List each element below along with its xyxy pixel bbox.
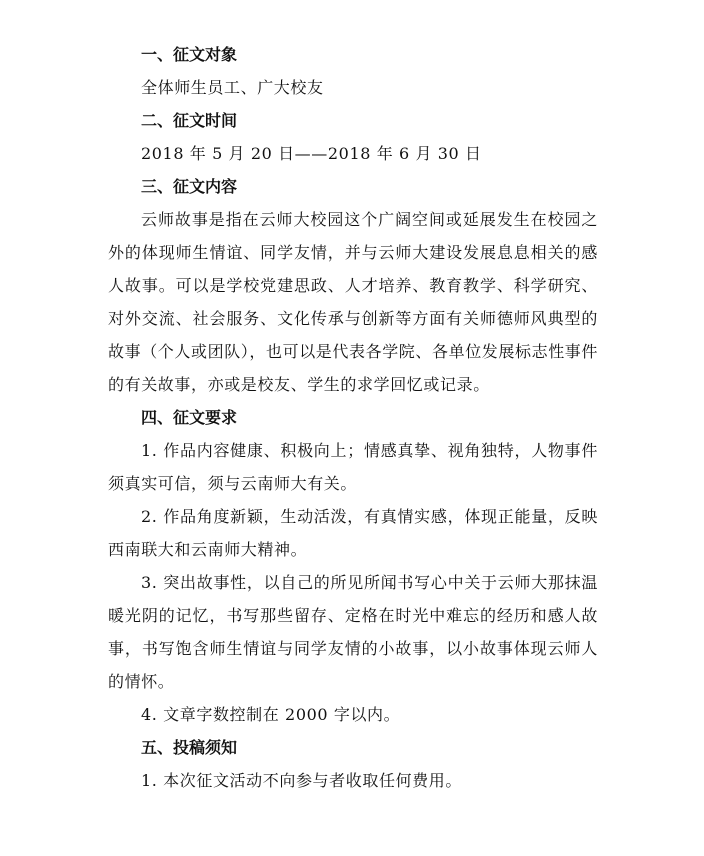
section-heading-submission: 五、投稿须知 — [141, 738, 238, 757]
paragraph-content: 云师故事是指在云师大校园这个广阔空间或延展发生在校园之外的体现师生情谊、同学友情，并与云师大建设发展息息相关的感人故事。可以是学校党建思政、人才培养、教育教学、科学研究、对外交流、社会服务、文化传承与创新等方面有关师德师风典型的故事（个人或团队），也可以是代表各学院、各单位发展标志性事件的有关故事，亦或是校友、学生的求学回忆或记录。 — [108, 210, 599, 394]
paragraph-submission-1: 1. 本次征文活动不向参与者收取任何费用。 — [141, 771, 462, 790]
paragraph-requirement-4: 4. 文章字数控制在 2000 字以内。 — [141, 705, 401, 724]
section-heading-content: 三、征文内容 — [141, 177, 238, 196]
paragraph-requirement-3: 3. 突出故事性，以自己的所见所闻书写心中关于云师大那抹温暖光阴的记忆，书写那些留存、定格在时光中难忘的经历和感人故事，书写饱含师生情谊与同学友情的小故事，以小故事体现云师人的情怀。 — [108, 573, 598, 691]
section-heading-target: 一、征文对象 — [141, 45, 238, 64]
section-heading-requirements: 四、征文要求 — [141, 408, 238, 427]
paragraph-target: 全体师生员工、广大校友 — [141, 78, 324, 97]
paragraph-requirement-2: 2. 作品角度新颖，生动活泼，有真情实感，体现正能量，反映西南联大和云南师大精神。 — [108, 507, 598, 559]
section-heading-time: 二、征文时间 — [141, 111, 238, 130]
document-page — [108, 38, 598, 797]
paragraph-time: 2018 年 5 月 20 日——2018 年 6 月 30 日 — [141, 144, 482, 163]
paragraph-requirement-1: 1. 作品内容健康、积极向上；情感真挚、视角独特，人物事件须真实可信，须与云南师大有关。 — [108, 441, 598, 493]
